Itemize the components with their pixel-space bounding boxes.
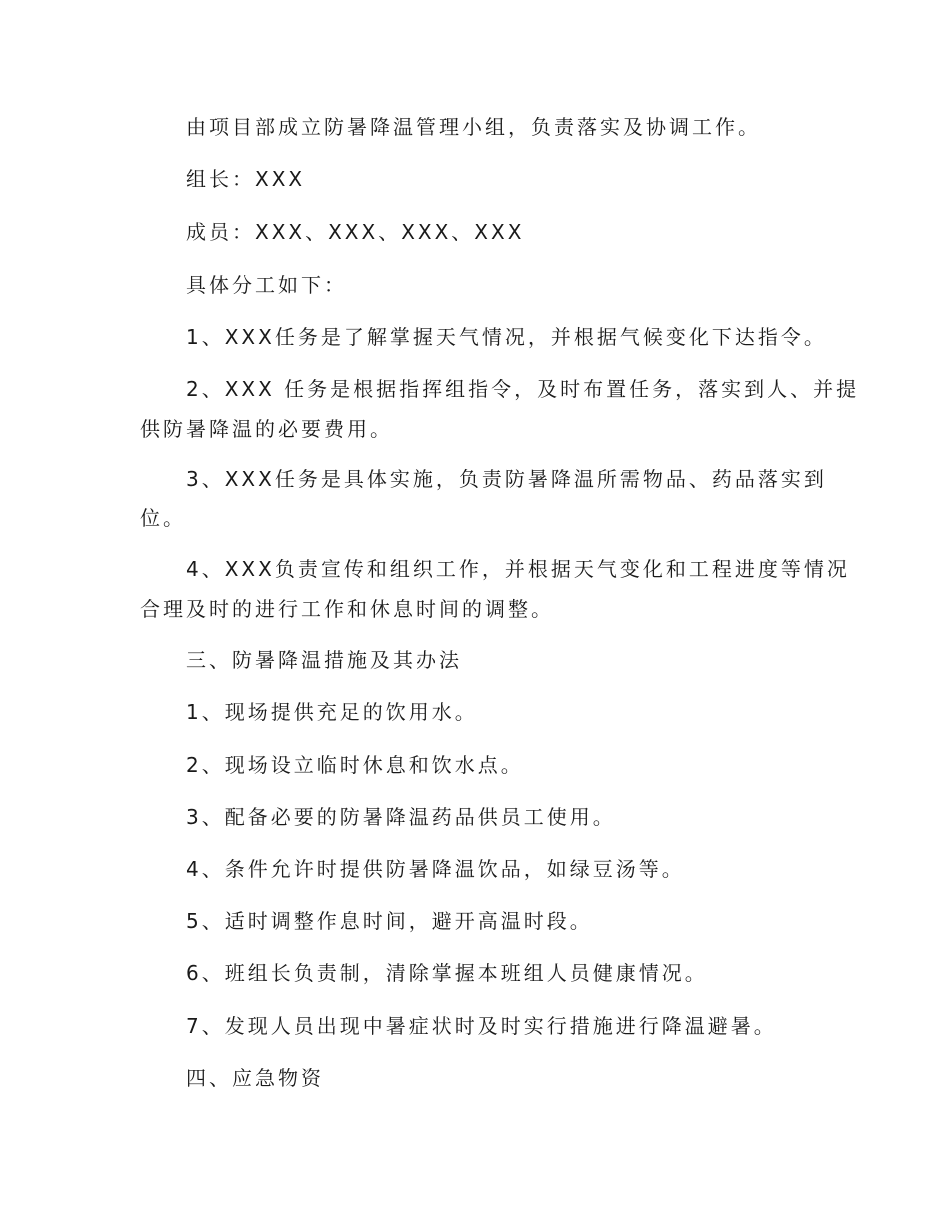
duty-item-2-line-2: 供防暑降温的必要费用。	[140, 417, 393, 441]
section-heading-supplies: 四、应急物资	[186, 1066, 324, 1090]
measure-item-7: 7、发现人员出现中暑症状时及时实行措施进行降温避暑。	[186, 1014, 777, 1038]
paragraph-leader: 组长：XXX	[186, 167, 306, 191]
duty-item-1: 1、XXX任务是了解掌握天气情况，并根据气候变化下达指令。	[186, 325, 827, 349]
paragraph-division-heading: 具体分工如下：	[186, 273, 347, 297]
measure-item-6: 6、班组长负责制，清除掌握本班组人员健康情况。	[186, 961, 708, 985]
section-heading-measures: 三、防暑降温措施及其办法	[186, 648, 462, 672]
duty-item-4-line-1: 4、XXX负责宣传和组织工作，并根据天气变化和工程进度等情况	[186, 557, 850, 581]
paragraph-group-intro: 由项目部成立防暑降温管理小组，负责落实及协调工作。	[186, 115, 761, 139]
measure-item-1: 1、现场提供充足的饮用水。	[186, 700, 478, 724]
duty-item-2-line-1: 2、XXX 任务是根据指挥组指令，及时布置任务，落实到人、并提	[186, 377, 860, 401]
measure-item-3: 3、配备必要的防暑降温药品供员工使用。	[186, 805, 616, 829]
duty-item-4-line-2: 合理及时的进行工作和休息时间的调整。	[140, 597, 554, 621]
paragraph-members: 成员：XXX、XXX、XXX、XXX	[186, 220, 525, 244]
measure-item-2: 2、现场设立临时休息和饮水点。	[186, 753, 524, 777]
duty-item-3-line-2: 位。	[140, 506, 186, 530]
measure-item-4: 4、条件允许时提供防暑降温饮品，如绿豆汤等。	[186, 857, 685, 881]
measure-item-5: 5、适时调整作息时间，避开高温时段。	[186, 909, 593, 933]
duty-item-3-line-1: 3、XXX任务是具体实施，负责防暑降温所需物品、药品落实到	[186, 467, 827, 491]
